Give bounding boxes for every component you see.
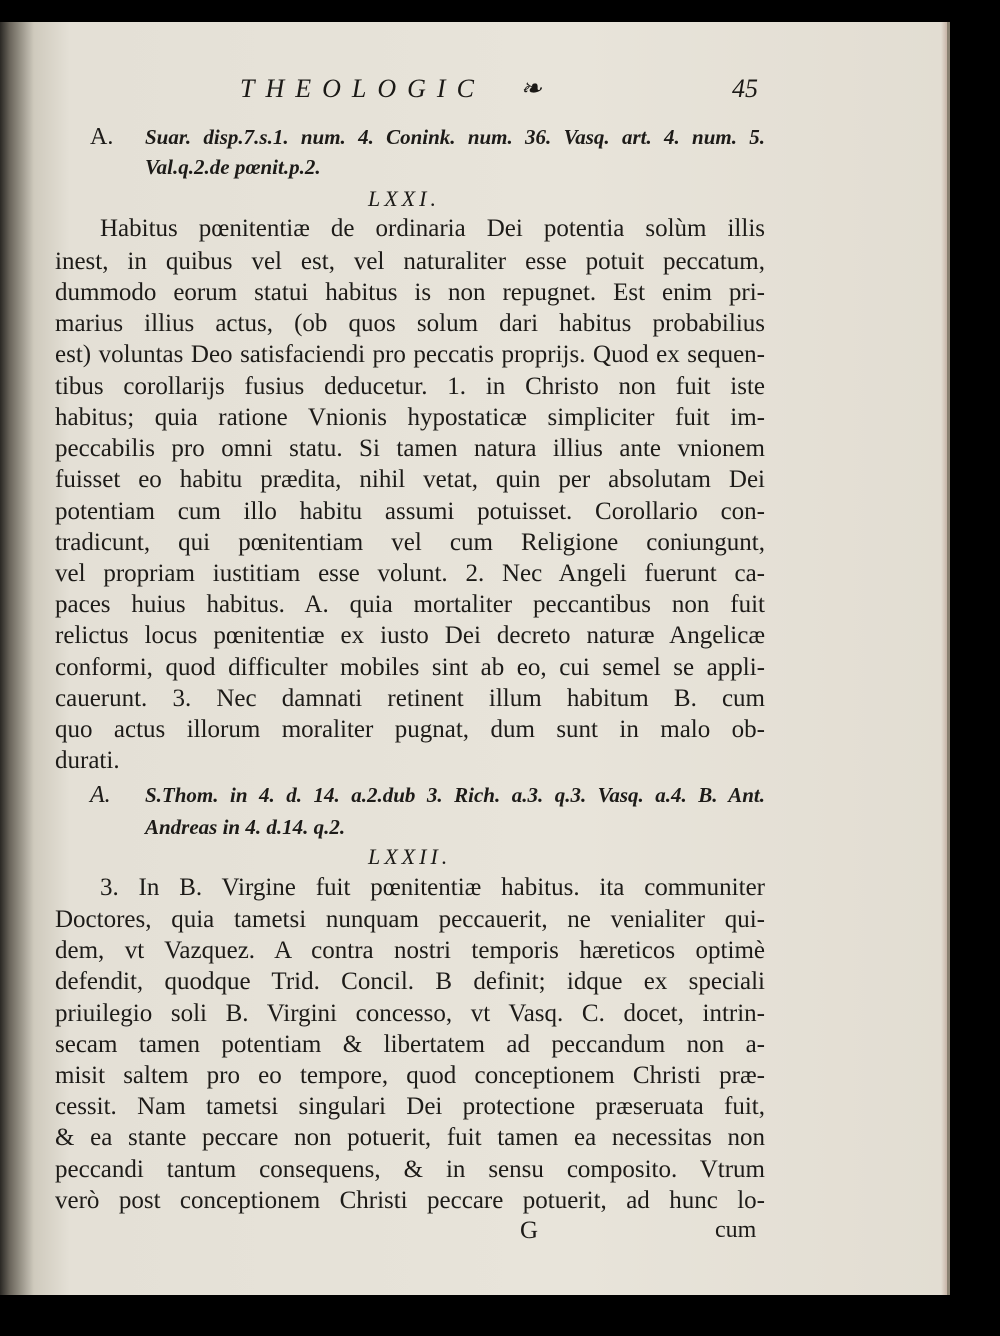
text-line: & ea stante peccare non potuerit, fuit tamen ea necessitas non <box>55 1124 765 1151</box>
ref-line: S.Thom. in 4. d. 14. a.2.dub 3. Rich. a.3. q.3. Vasq. a.4. B. Ant. <box>145 783 765 807</box>
text-line: potentiam cum illo habitu assumi potuisset. Corollario con- <box>55 498 765 525</box>
signature-mark: G <box>520 1217 539 1244</box>
ref-marker: A. <box>90 124 114 150</box>
text-line: peccandi tantum consequens, & in sensu composito. Vtrum <box>55 1156 765 1183</box>
ref-line: Val.q.2.de pœnit.p.2. <box>145 155 321 179</box>
text-line: verò post conceptionem Christi peccare potuerit, ad hunc lo- <box>55 1187 765 1214</box>
text-line: marius illius actus, (ob quos solum dari habitus probabilius <box>55 310 765 337</box>
ref-marker: A. <box>90 782 111 808</box>
text-line: priuilegio soli B. Virgini concesso, vt Vasq. C. docet, intrin- <box>55 1000 765 1027</box>
text-line: secam tamen potentiam & libertatem ad peccandum non a- <box>55 1031 765 1058</box>
text-line: misit saltem pro eo tempore, quod conceptionem Christi præ- <box>55 1062 765 1089</box>
text-line: peccabilis pro omni statu. Si tamen natura illius ante vnionem <box>55 435 765 462</box>
text-line: relictus locus pœnitentiæ ex iusto Dei decreto naturæ Angelicæ <box>55 622 765 649</box>
text-line: cauerunt. 3. Nec damnati retinent illum habitum B. cum <box>55 685 765 712</box>
text-line: paces huius habitus. A. quia mortaliter peccantibus non fuit <box>55 591 765 618</box>
text-line: dummodo eorum statui habitus is non repugnet. Est enim pri- <box>55 279 765 306</box>
text-line: quo actus illorum moraliter pugnat, dum sunt in malo ob- <box>55 716 765 743</box>
page-number: 45 <box>732 74 758 103</box>
text-line: Doctores, quia tametsi nunquam peccauerit, ne venialiter qui- <box>55 906 765 933</box>
book-page <box>0 22 950 1295</box>
catchword: cum <box>715 1217 757 1243</box>
running-head: THEOLOGIC <box>240 74 485 103</box>
text-line: tibus corollarijs fusius deducetur. 1. in Christo non fuit iste <box>55 373 765 400</box>
ref-line: Suar. disp.7.s.1. num. 4. Conink. num. 36. Vasq. art. 4. num. 5. <box>145 125 765 149</box>
text-line: Habitus pœnitentiæ de ordinaria Dei potentia solùm illis <box>100 215 765 242</box>
text-line: inest, in quibus vel est, vel naturaliter esse potuit peccatum, <box>55 248 765 275</box>
text-line: vel propriam iustitiam esse volunt. 2. Nec Angeli fuerunt ca- <box>55 560 765 587</box>
ornament-icon: ❧ <box>520 74 542 103</box>
text-line: habitus; quia ratione Vnionis hypostaticæ simpliciter fuit im- <box>55 404 765 431</box>
text-line: 3. In B. Virgine fuit pœnitentiæ habitus. ita communiter <box>100 874 765 901</box>
text-line: est) voluntas Deo satisfaciendi pro peccatis proprijs. Quod ex sequen- <box>55 341 765 368</box>
ref-line: Andreas in 4. d.14. q.2. <box>145 815 346 839</box>
text-line: cessit. Nam tametsi singulari Dei protectione præseruata fuit, <box>55 1093 765 1120</box>
text-line: durati. <box>55 747 120 774</box>
text-line: dem, vt Vazquez. A contra nostri temporis hæreticos optimè <box>55 937 765 964</box>
text-line: tradicunt, qui pœnitentiam vel cum Religione coniungunt, <box>55 529 765 556</box>
text-line: conformi, quod difficulter mobiles sint ab eo, cui semel se appli- <box>55 654 765 681</box>
section-heading: LXXI. <box>368 186 440 211</box>
section-heading: LXXII. <box>368 844 452 869</box>
text-line: fuisset eo habitu prædita, nihil vetat, quin per absolutam Dei <box>55 466 765 493</box>
text-line: defendit, quodque Trid. Concil. B definit; idque ex speciali <box>55 968 765 995</box>
